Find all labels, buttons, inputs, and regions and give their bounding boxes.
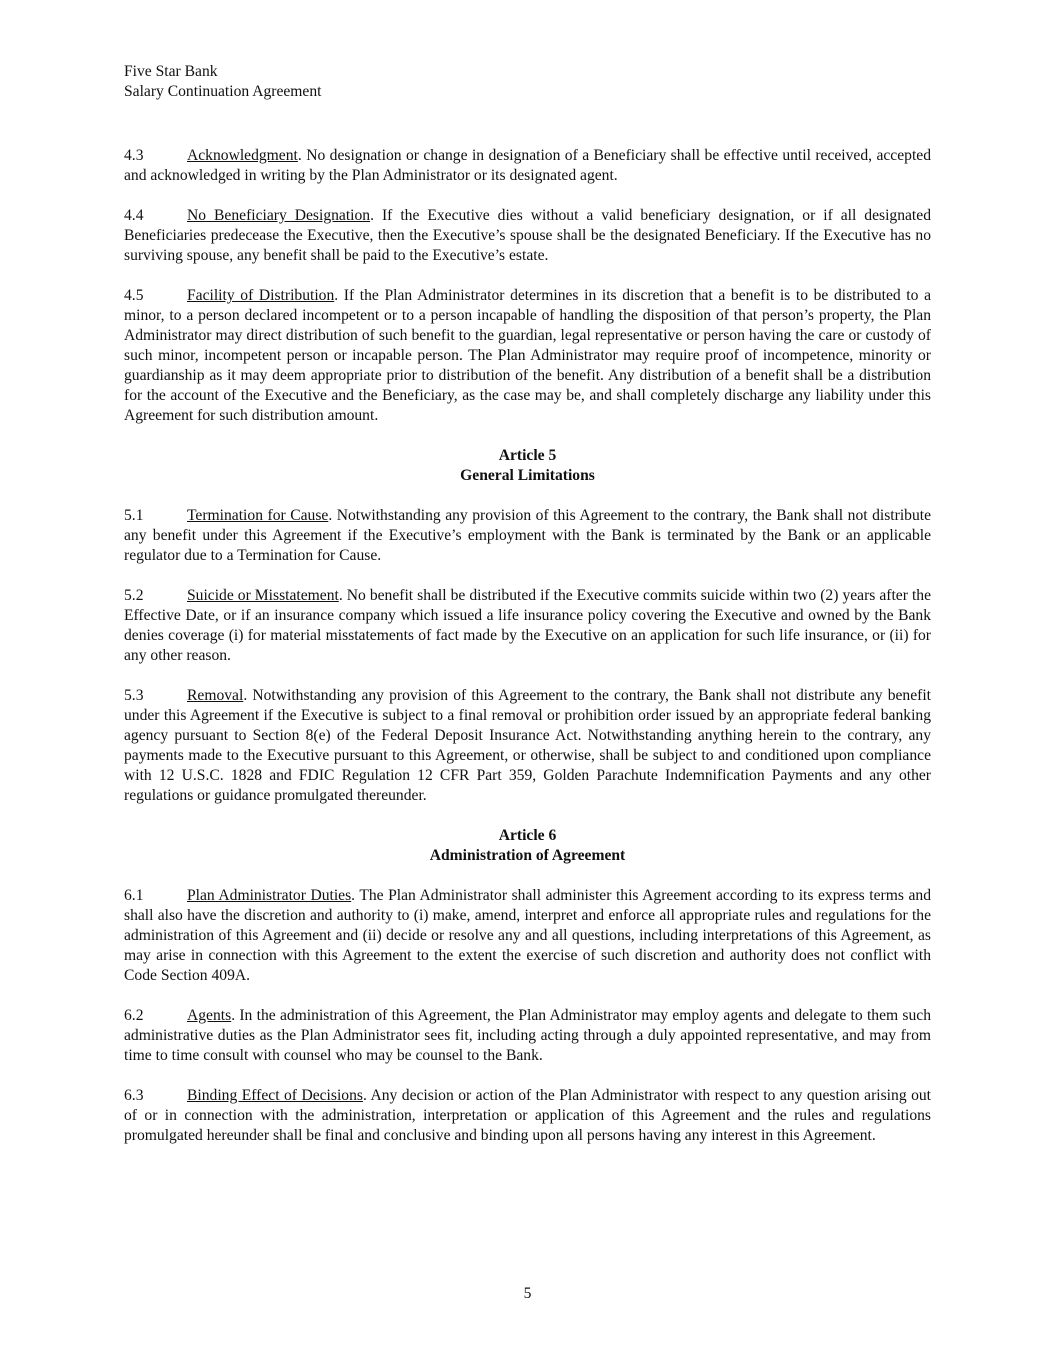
section-number: 4.3 xyxy=(124,147,144,164)
document-header xyxy=(124,62,321,102)
section-heading: Suicide or Misstatement xyxy=(187,587,339,604)
section-text: . In the administration of this Agreement, the Plan Administrator may employ agents and delegate to them such administrative duties as the Plan Administrator sees fit, including acting through a duly appointed representative, and may from time to time consult with counsel who may be counsel to the Bank. xyxy=(124,1007,931,1064)
article-number: Article 5 xyxy=(498,447,557,464)
section-5-2 xyxy=(124,586,931,666)
section-4-3 xyxy=(124,146,931,186)
section-heading: Plan Administrator Duties xyxy=(187,887,352,904)
section-text: . No designation or change in designation of a Beneficiary shall be effective until received, accepted and acknowledged in writing by the Plan Administrator or its designated agent. xyxy=(124,147,931,184)
section-number: 6.2 xyxy=(124,1007,144,1024)
section-number: 4.5 xyxy=(124,287,144,304)
section-text: . Any decision or action of the Plan Administrator with respect to any question arising out of or in connection with the administration, interpretation or application of this Agreement and the rules and regulations promulgated hereunder shall be final and conclusive and binding upon all persons having any interest in this Agreement. xyxy=(124,1087,932,1144)
section-4-5 xyxy=(124,286,931,426)
section-number: 5.2 xyxy=(124,587,144,604)
section-text: . Notwithstanding any provision of this Agreement to the contrary, the Bank shall not distribute any benefit under this Agreement if the Executive is subject to a final removal or prohibition order issued by an appropriate federal banking agency pursuant to Section 8(e) of the Federal Deposit Insurance Act. Notwithstanding anything herein to the contrary, any payments made to the Executive pursuant to this Agreement, or otherwise, shall be subject to and conditioned upon compliance with 12 U.S.C. 1828 and FDIC Regulation 12 CFR Part 359, Golden Parachute Indemnification Payments and any other regulations or guidance promulgated thereunder. xyxy=(124,687,931,804)
section-text: . No benefit shall be distributed if the Executive commits suicide within two (2) years after the Effective Date, or if an insurance company which issued a life insurance policy covering the Executive and owned by the Bank denies coverage (i) for material misstatements of fact made by the Executive on an application for such life insurance, or (ii) for any other reason. xyxy=(124,587,931,664)
section-number: 6.3 xyxy=(124,1087,144,1104)
section-heading: Removal xyxy=(187,687,244,704)
section-4-4 xyxy=(124,206,931,266)
section-number: 6.1 xyxy=(124,887,144,904)
section-heading: Agents xyxy=(187,1007,232,1024)
section-heading: Acknowledgment xyxy=(187,147,298,164)
section-6-1 xyxy=(124,886,931,986)
article-6-heading xyxy=(124,826,931,866)
section-6-3 xyxy=(124,1086,931,1146)
article-5-heading xyxy=(124,446,931,486)
section-5-1 xyxy=(124,506,931,566)
article-title: General Limitations xyxy=(460,467,595,484)
section-number: 4.4 xyxy=(124,207,144,224)
section-heading: Facility of Distribution xyxy=(187,287,335,304)
section-number: 5.1 xyxy=(124,507,144,524)
page-number: 5 xyxy=(523,1285,532,1302)
header-bank-name: Five Star Bank xyxy=(124,63,218,80)
section-heading: No Beneficiary Designation xyxy=(187,207,371,224)
section-6-2 xyxy=(124,1006,931,1066)
header-agreement-title: Salary Continuation Agreement xyxy=(124,83,322,100)
section-5-3 xyxy=(124,686,931,806)
article-title: Administration of Agreement xyxy=(429,847,626,864)
section-text: . The Plan Administrator shall administer this Agreement according to its express terms and shall also have the discretion and authority to (i) make, amend, interpret and enforce all appropriate rules and regulations for the administration of this Agreement and (ii) decide or resolve any and all questions, including interpretations of this Agreement, as may arise in connection with this Agreement to the extent the exercise of such discretion and authority does not conflict with Code Section 409A. xyxy=(124,887,932,984)
section-heading: Termination for Cause xyxy=(187,507,329,524)
document-body xyxy=(124,146,931,1166)
article-number: Article 6 xyxy=(498,827,557,844)
section-text: . Notwithstanding any provision of this Agreement to the contrary, the Bank shall not distribute any benefit under this Agreement if the Executive’s employment with the Bank is terminated by the Bank or an applicable regulator due to a Termination for Cause. xyxy=(124,507,931,564)
section-heading: Binding Effect of Decisions xyxy=(187,1087,363,1104)
section-text: . If the Plan Administrator determines in its discretion that a benefit is to be distributed to a minor, to a person declared incompetent or to a person incapable of handling the disposition of that person’s property, the Plan Administrator may direct distribution of such benefit to the guardian, legal representative or person having the care or custody of such minor, incompetent person or incapable person. The Plan Administrator may require proof of incompetence, minority or guardianship as it may deem appropriate prior to distribution of the benefit. Any distribution of a benefit shall be a distribution for the account of the Executive and the Beneficiary, as the case may be, and shall completely discharge any liability under this Agreement for such distribution amount. xyxy=(124,287,931,424)
section-number: 5.3 xyxy=(124,687,144,704)
section-text: . If the Executive dies without a valid beneficiary designation, or if all designated Beneficiaries predecease the Executive, then the Executive’s spouse shall be the designated Beneficiary. If the Executive has no surviving spouse, any benefit shall be paid to the Executive’s estate. xyxy=(124,207,931,264)
